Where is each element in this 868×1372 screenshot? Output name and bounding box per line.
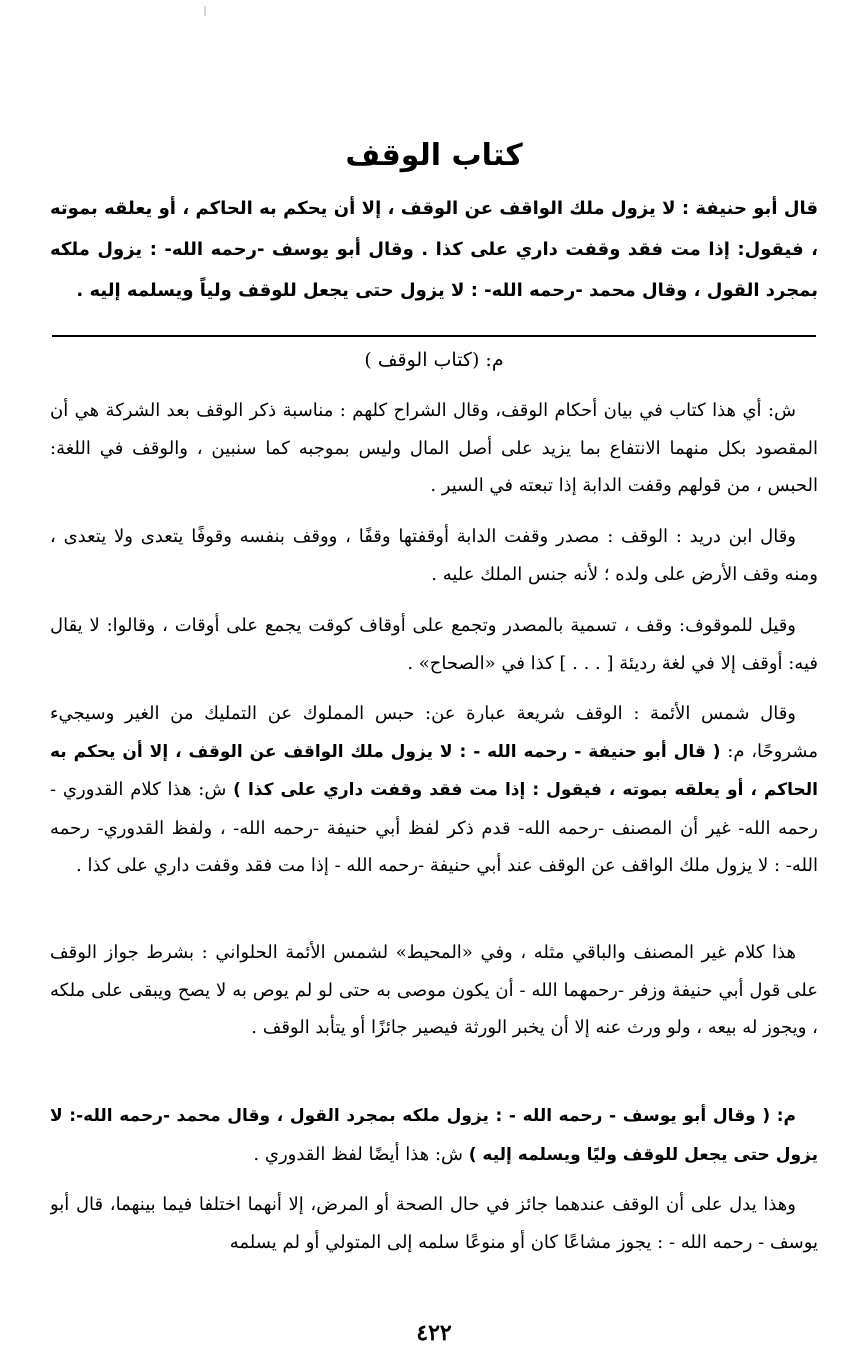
sharh-paragraph-5: هذا كلام غير المصنف والباقي مثله ، وفي «المحيط» لشمس الأئمة الحلواني : بشرط جواز الوقف على قول أبي حنيفة وزفر -رحمهما الله - أن يكون موصى به حتى لو لم يوص به لا يصح ويبقى على ملكه ، ويجوز له بيعه ، ولو ورث عنه إلا أن يخبر الورثة فيصير جائزًا أو يتأبد الوقف .	[50, 942, 818, 1038]
scan-mark	[204, 6, 206, 16]
sharh-paragraph-4-intro: وقال شمس الأئمة : الوقف شريعة عبارة عن: حبس المملوك عن التمليك من الغير وسيجيء مشروحًا، م:	[50, 703, 818, 762]
sharh-paragraph-6-commentary: ش: هذا أيضًا لفظ القدوري .	[253, 1143, 469, 1165]
sharh-paragraph-1: ش: أي هذا كتاب في بيان أحكام الوقف، وقال الشراح كلهم : مناسبة ذكر الوقف بعد الشركة هي أن المقصود بكل منهما الانتفاع بما يزيد على أصل المال وليس بموجبه كما سنبين ، والوقف في اللغة: الحبس ، من قولهم وقفت الدابة إذا تبعته في السير .	[50, 400, 818, 496]
section-divider	[52, 335, 816, 337]
sharh-paragraph-4-commentary: ش: هذا كلام القدوري - رحمه الله- غير أن المصنف -رحمه الله- قدم ذكر لفظ أبي حنيفة -رحمه الله- ، ولفظ القدوري- رحمه الله- : لا يزول ملك الواقف عن الوقف عند أبي حنيفة -رحمه الله - إذا مت فقد وقفت داري على كذا .	[50, 779, 818, 876]
sharh-paragraph-6-quote: م: ( وقال أبو يوسف - رحمه الله - : يزول ملكه بمجرد القول ، وقال محمد -رحمه الله-: لا يزول حتى يجعل للوقف وليًا ويسلمه إليه )	[50, 1106, 818, 1165]
sharh-paragraph-4-quote: ( قال أبو حنيفة - رحمه الله - : لا يزول ملك الواقف عن الوقف ، إلا أن يحكم به الحاكم ، أو يعلقه بموته ، فيقول : إذا مت فقد وقفت داري على كذا )	[50, 741, 819, 800]
sharh-paragraph-6	[50, 1098, 818, 1173]
sharh-paragraph-4	[50, 695, 818, 921]
sharh-header: م: (كتاب الوقف )	[364, 349, 504, 371]
page-number: ٤٢٢	[416, 1320, 452, 1346]
sharh-paragraph-7: وهذا يدل على أن الوقف عندهما جائز في حال الصحة أو المرض، إلا أنهما اختلفا فيما بينهما، قال أبو يوسف - رحمه الله - : يجوز مشاعًا كان أو منوعًا سلمه إلى المتولي أو لم يسلمه	[50, 1194, 818, 1253]
sharh-body	[50, 392, 818, 1275]
sharh-paragraph-3: وقيل للموقوف: وقف ، تسمية بالمصدر وتجمع على أوقاف كوقت يجمع على أوقات ، وقالوا: لا يقال فيه: أوقف إلا في لغة رديئة [ . . . ] كذا في «الصحاح» .	[50, 615, 818, 674]
page-title: كتاب الوقف	[345, 138, 523, 173]
matn-text: قال أبو حنيفة : لا يزول ملك الواقف عن الوقف ، إلا أن يحكم به الحاكم ، أو يعلقه بموته ، فيقول: إذا مت فقد وقفت داري على كذا . وقال أبو يوسف -رحمه الله- : يزول ملكه بمجرد القول ، وقال محمد -رحمه الله- : لا يزول حتى يجعل للوقف ولياً ويسلمه إليه .	[50, 198, 818, 301]
sharh-paragraph-2: وقال ابن دريد : الوقف : مصدر وقفت الدابة أوقفتها وقفًا ، ووقف بنفسه وقوفًا يتعدى ولا يتعدى ، ومنه وقف الأرض على ولده ؛ لأنه جنس الملك عليه .	[50, 526, 818, 585]
